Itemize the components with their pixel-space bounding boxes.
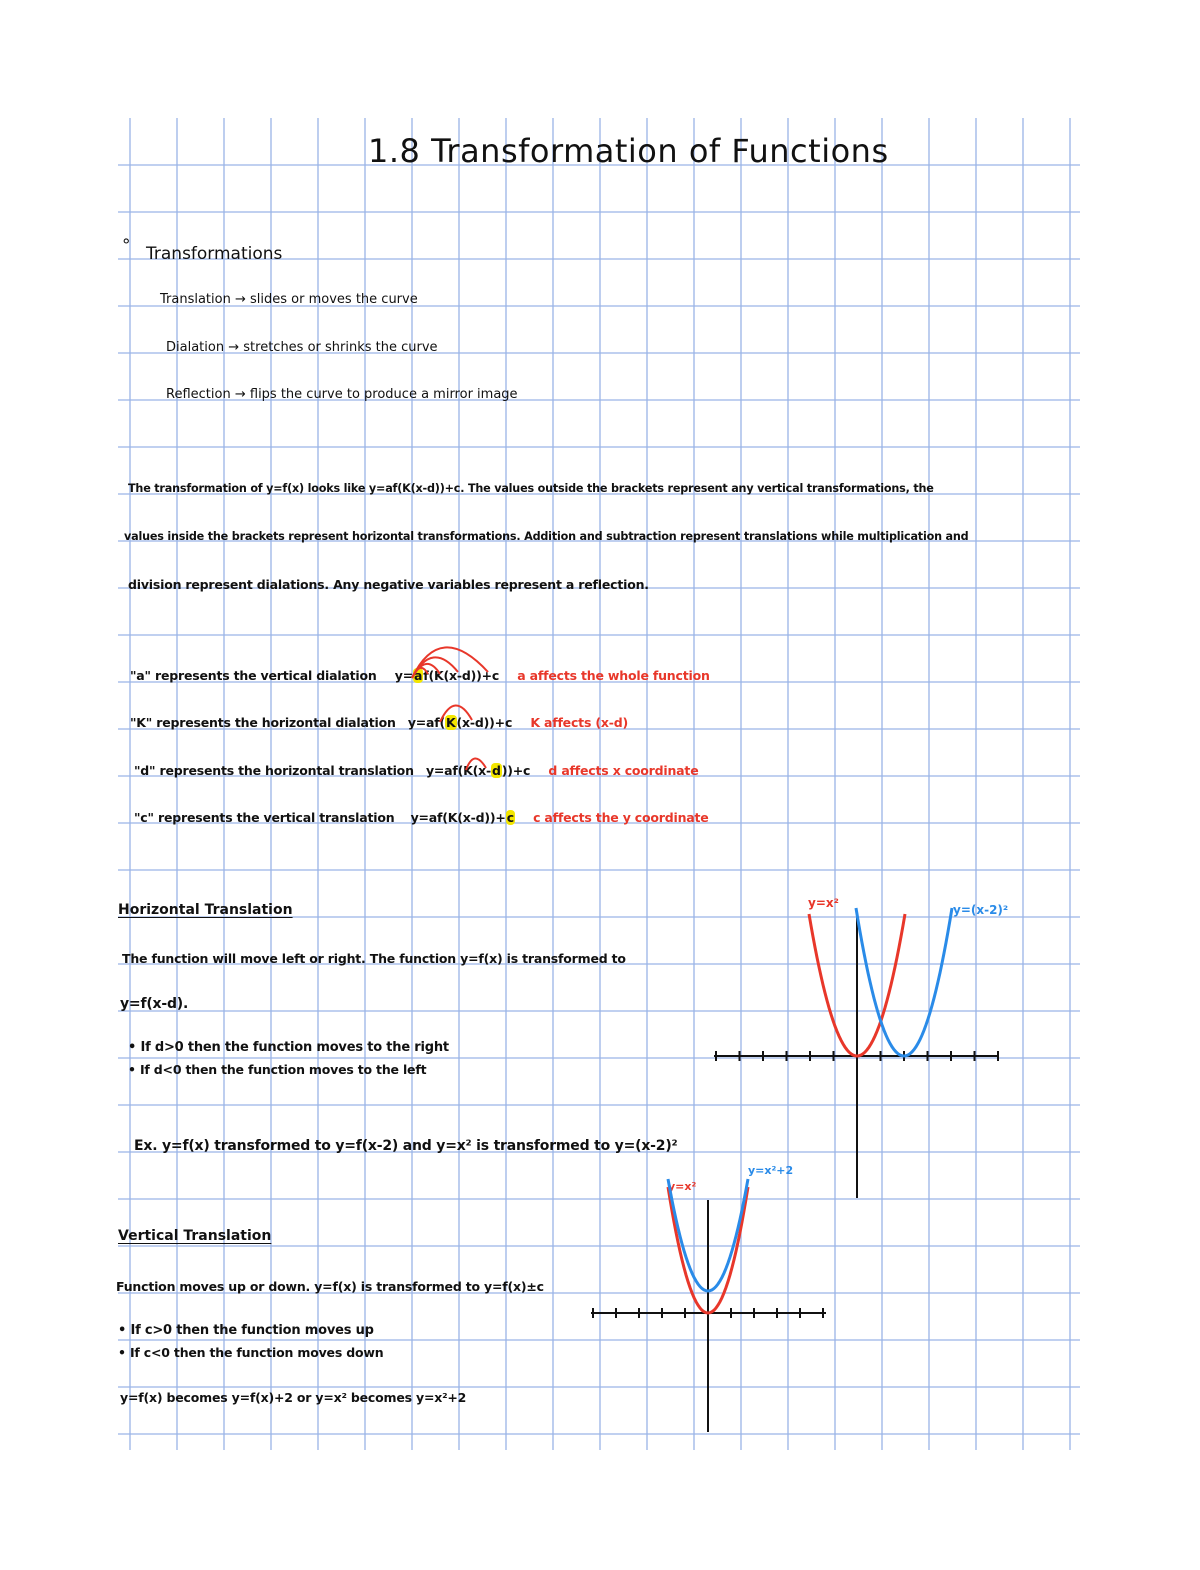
vertical-example: y=f(x) becomes y=f(x)+2 or y=x² becomes y=x²+2 <box>120 1390 467 1405</box>
arc-d-1 <box>466 758 486 770</box>
intro-line-2: values inside the brackets represent horizontal transformations. Addition and subtraction represent translations while multiplication and <box>124 530 969 543</box>
param-k-formula-pre: y=af( <box>407 715 446 730</box>
param-a-note: a affects the whole function <box>517 668 710 683</box>
param-k-formula-post: (x-d))+c <box>456 715 513 730</box>
param-c-formula-pre: y=af(K(x-d))+ <box>410 810 506 825</box>
translation-desc: slides or moves the curve <box>250 292 418 307</box>
arrow-icon: → <box>234 387 246 402</box>
h-graph-curve-blue <box>856 908 952 1056</box>
param-d-arcs <box>466 758 486 770</box>
reflection-desc: flips the curve to produce a mirror image <box>249 387 518 402</box>
vertical-bullet-1-text: If c>0 then the function moves up <box>130 1323 374 1338</box>
param-k-arcs <box>440 705 472 722</box>
param-a-label: "a" represents the vertical dialation <box>130 668 377 683</box>
dialation-term: Dialation <box>166 340 225 355</box>
vertical-bullet-2-text: If c<0 then the function moves down <box>129 1345 384 1360</box>
param-d-formula-post: ))+c <box>501 763 531 778</box>
horizontal-translation-heading: Horizontal Translation <box>118 902 293 918</box>
param-d-formula-pre: y=af(K(x- <box>425 763 491 778</box>
param-k-note: K affects (x-d) <box>530 715 628 730</box>
param-k-highlight: K <box>446 715 456 730</box>
page-title: 1.8 Transformation of Functions <box>368 132 889 170</box>
vertical-bullet-1: • If c>0 then the function moves up <box>118 1323 374 1338</box>
vertical-line-1: Function moves up or down. y=f(x) is transformed to y=f(x)±c <box>116 1279 544 1294</box>
param-d-note: d affects x coordinate <box>548 763 699 778</box>
horizontal-line-2: y=f(x-d). <box>120 996 189 1012</box>
vertical-translation-heading: Vertical Translation <box>118 1228 272 1244</box>
horizontal-bullet-2: • If d<0 then the function moves to the left <box>128 1062 427 1077</box>
translation-term: Translation <box>160 292 231 307</box>
horizontal-bullet-1-text: If d>0 then the function moves to the right <box>140 1040 449 1055</box>
reflection-term: Reflection <box>166 387 231 402</box>
horizontal-graph <box>714 908 998 1198</box>
param-a-formula-pre: y= <box>394 668 413 683</box>
transformations-heading: Transformations <box>146 244 283 264</box>
horizontal-bullet-2-text: If d<0 then the function moves to the left <box>139 1062 427 1077</box>
arc-k-1 <box>440 705 472 722</box>
param-d-highlight: d <box>492 763 501 778</box>
arc-a-4 <box>412 668 428 678</box>
h-graph-label-blue: y=(x-2)² <box>953 903 1009 917</box>
param-c-highlight: c <box>506 810 514 825</box>
param-d-label: "d" represents the horizontal translation <box>134 763 414 778</box>
vertical-graph <box>591 1179 826 1432</box>
arrow-icon: → <box>234 292 246 307</box>
param-c-label: "c" represents the vertical translation <box>134 810 395 825</box>
param-a-highlight: a <box>414 668 423 683</box>
bullet-circle-icon: ° <box>122 236 131 256</box>
param-a-arcs <box>412 647 488 678</box>
arrow-icon: → <box>228 340 240 355</box>
v-graph-label-red: y=x² <box>668 1180 697 1193</box>
param-k-label: "K" represents the horizontal dialation <box>130 715 396 730</box>
dialation-desc: stretches or shrinks the curve <box>243 340 438 355</box>
horizontal-bullet-1: • If d>0 then the function moves to the right <box>128 1040 449 1055</box>
param-c-note: c affects the y coordinate <box>533 810 709 825</box>
vertical-bullet-2: • If c<0 then the function moves down <box>118 1345 384 1360</box>
param-a-formula-post: f(K(x-d))+c <box>423 668 500 683</box>
horizontal-line-1: The function will move left or right. The function y=f(x) is transformed to <box>122 951 626 966</box>
h-graph-label-red: y=x² <box>808 896 839 910</box>
intro-line-1: The transformation of y=f(x) looks like y=af(K(x-d))+c. The values outside the brackets represent any vertical transformations, the <box>128 482 934 495</box>
intro-line-3: division represent dialations. Any negative variables represent a reflection. <box>128 577 649 592</box>
v-graph-label-blue: y=x²+2 <box>748 1164 794 1177</box>
horizontal-example: Ex. y=f(x) transformed to y=f(x-2) and y=x² is transformed to y=(x-2)² <box>134 1138 678 1154</box>
